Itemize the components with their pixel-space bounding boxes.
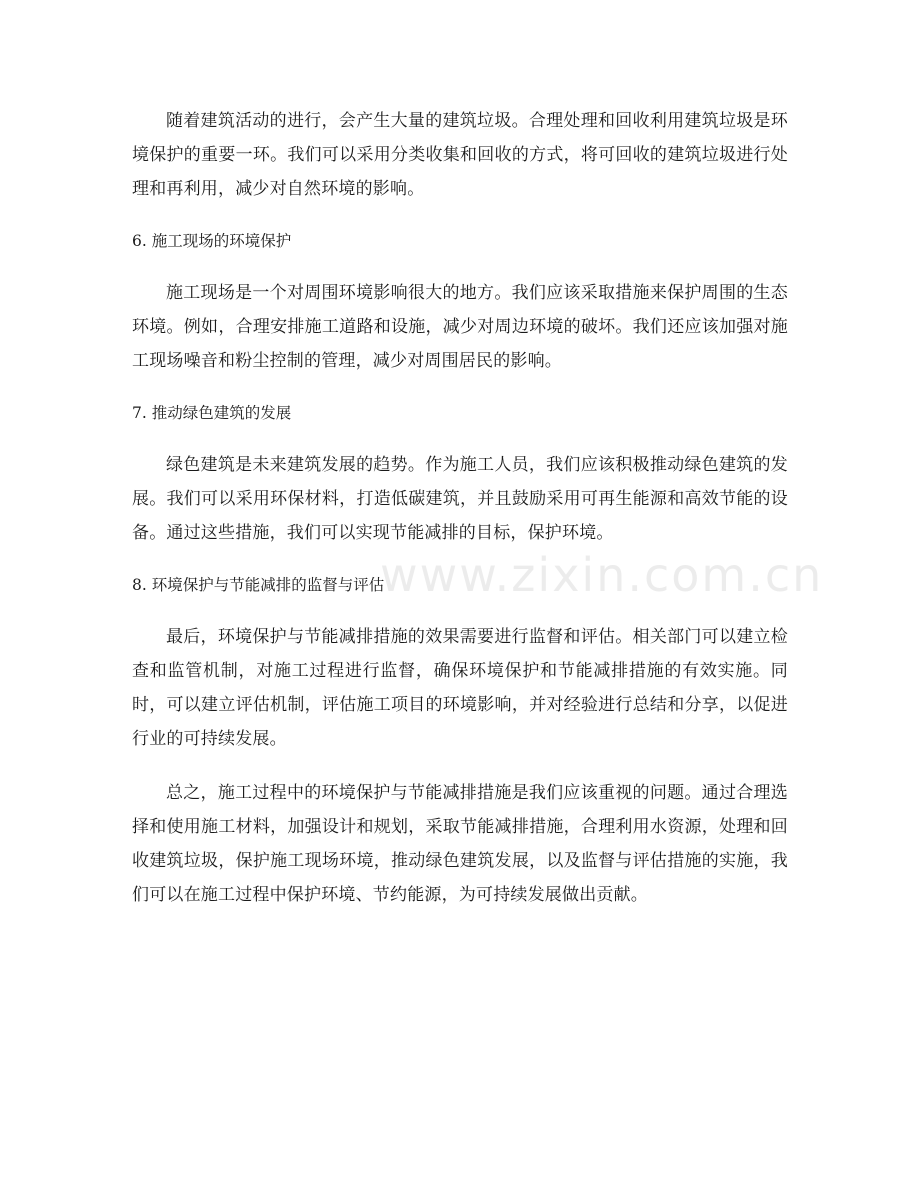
paragraph-construction-waste: 随着建筑活动的进行，会产生大量的建筑垃圾。合理处理和回收利用建筑垃圾是环境保护的重要一环。我们可以采用分类收集和回收的方式，将可回收的建筑垃圾进行处理和再利用，减少对自然环境的影响。: [132, 111, 788, 199]
watermark-text: www.zixin.com.cn: [380, 548, 824, 602]
document-body: [132, 104, 788, 932]
paragraph-site-protection: 施工现场是一个对周围环境影响很大的地方。我们应该采取措施来保护周围的生态环境。例如，合理安排施工道路和设施，减少对周边环境的破坏。我们还应该加强对施工现场噪音和粉尘控制的管理，减少对周围居民的影响。: [132, 283, 788, 371]
paragraph-supervision-evaluation: 最后，环境保护与节能减排措施的效果需要进行监督和评估。相关部门可以建立检查和监管机制，对施工过程进行监督，确保环境保护和节能减排措施的有效实施。同时，可以建立评估机制，评估施工项目的环境影响，并对经验进行总结和分享，以促进行业的可持续发展。: [132, 627, 788, 749]
paragraph-green-building: 绿色建筑是未来建筑发展的趋势。作为施工人员，我们应该积极推动绿色建筑的发展。我们可以采用环保材料，打造低碳建筑，并且鼓励采用可再生能源和高效节能的设备。通过这些措施，我们可以实现节能减排的目标，保护环境。: [132, 455, 788, 543]
heading-green-building: 7. 推动绿色建筑的发展: [132, 404, 292, 422]
paragraph-conclusion: 总之，施工过程中的环境保护与节能减排措施是我们应该重视的问题。通过合理选择和使用施工材料，加强设计和规划，采取节能减排措施，合理利用水资源，处理和回收建筑垃圾，保护施工现场环境，推动绿色建筑发展，以及监督与评估措施的实施，我们可以在施工过程中保护环境、节约能源，为可持续发展做出贡献。: [132, 783, 788, 905]
heading-supervision-evaluation: 8. 环境保护与节能减排的监督与评估: [132, 576, 385, 594]
heading-site-protection: 6. 施工现场的环境保护: [132, 232, 292, 250]
